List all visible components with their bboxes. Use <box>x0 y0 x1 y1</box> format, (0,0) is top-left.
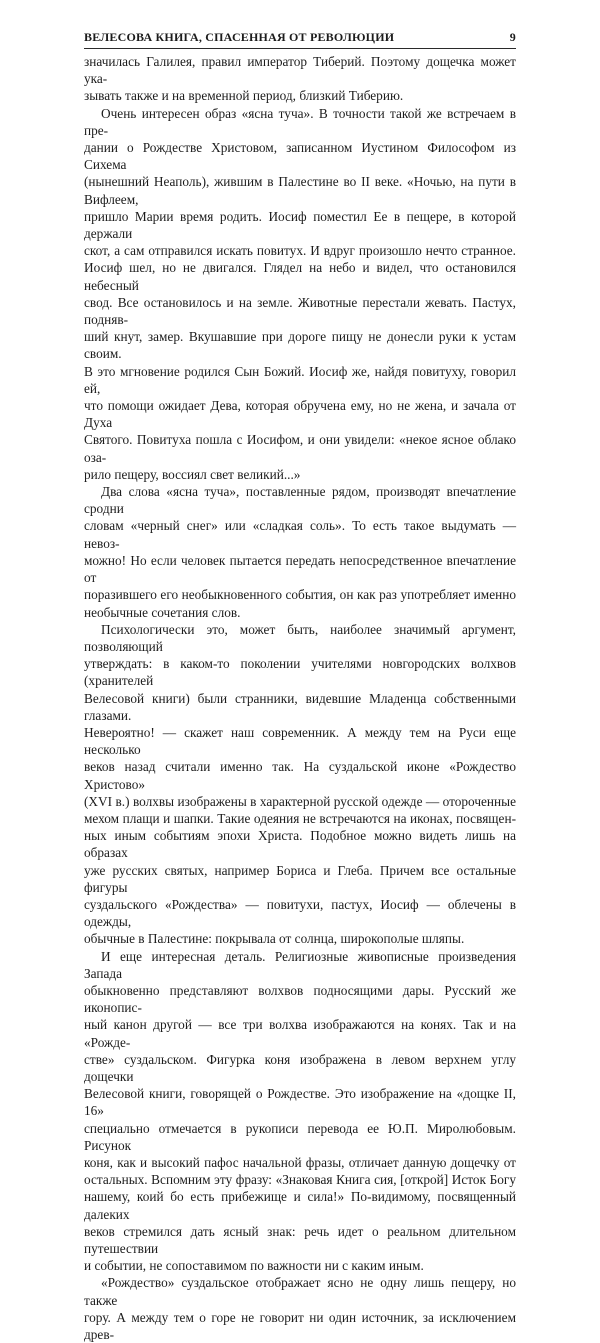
text-line: веков назад считали именно так. На суздальской иконе «Рождество Христово» <box>84 759 516 792</box>
text-line: необычные сочетания слов. <box>84 604 241 620</box>
text-line: (нынешний Неаполь), жившим в Палестине во II веке. «Ночью, на пути в Вифлеем, <box>84 174 516 207</box>
running-header <box>84 30 516 49</box>
text-line: Невероятно! — скажет наш современник. А между тем на Руси еще несколько <box>84 724 516 758</box>
text-line: нашему, коий бо есть прибежище и сила!» По-видимому, посвященный далеких <box>84 1189 516 1222</box>
text-line: дании о Рождестве Христовом, записанном Иустином Философом из Сихема <box>84 140 516 173</box>
text-line: стве» суздальском. Фигурка коня изображена в левом верхнем углу дощечки <box>84 1051 516 1084</box>
text-line: ший кнут, замер. Вкушавшие при дороге пищу не донесли руки к устам своим. <box>84 329 516 362</box>
text-line: свод. Все остановилось и на земле. Животные перестали жевать. Пастух, подняв- <box>84 294 516 328</box>
text-line: Психологически это, может быть, наиболее значимый аргумент, позволяющий <box>84 621 516 654</box>
text-line: гору. А между тем о горе не говорит ни один источник, за исключением древ- <box>84 1309 516 1343</box>
text-line: Святого. Повитуха пошла с Иосифом, и они увидели: «некое ясное облако оза- <box>84 432 516 465</box>
body-text <box>84 53 516 1343</box>
text-line: значилась Галилея, правил император Тиберий. Поэтому дощечка может ука- <box>84 54 516 87</box>
text-line: «Рождество» суздальское отображает ясно не одну лишь пещеру, но также <box>84 1275 516 1308</box>
text-line: уже русских святых, например Бориса и Глеба. Причем все остальные фигуры <box>84 862 516 895</box>
text-line: Два слова «ясна туча», поставленные рядом, производят впечатление сродни <box>84 484 516 517</box>
running-title: ВЕЛЕСОВА КНИГА, СПАСЕННАЯ ОТ РЕВОЛЮЦИИ <box>84 30 395 44</box>
text-line: ных иным событиям эпохи Христа. Подобное можно видеть лишь на образах <box>84 828 516 861</box>
text-line: словам «черный снег» или «сладкая соль». То есть такое выдумать — невоз- <box>84 518 516 551</box>
text-line: В это мгновение родился Сын Божий. Иосиф же, найдя повитуху, говорил ей, <box>84 363 516 396</box>
text-line: (XVI в.) волхвы изображены в характерной русской одежде — отороченные <box>84 793 516 809</box>
text-line: И еще интересная деталь. Религиозные живописные произведения Запада <box>84 948 516 981</box>
text-line: обычные в Палестине: покрывала от солнца, широкополые шляпы. <box>84 931 465 947</box>
text-line: и событии, не сопоставимом по важности ни с каким иным. <box>84 1258 424 1274</box>
text-line: что помощи ожидает Дева, которая обручена ему, но не жена, и зачала от Духа <box>84 398 516 431</box>
text-line: специально отмечается в рукописи перевода ее Ю.П. Миролюбовым. Рисунок <box>84 1120 516 1153</box>
text-line: пришло Марии время родить. Иосиф поместил Ее в пещере, в которой держали <box>84 208 516 242</box>
text-line: суздальского «Рождества» — повитухи, пастух, Иосиф — облечены в одежды, <box>84 896 516 930</box>
text-line: скот, а сам отправился искать повитух. И вдруг произошло нечто странное. <box>84 243 516 259</box>
text-line: утверждать: в каком-то поколении учителями новгородских волхвов (хранителей <box>84 656 516 689</box>
text-line: поразившего его необыкновенного события, он как раз употребляет именно <box>84 587 516 603</box>
text-line: остальных. Вспомним эту фразу: «Знаковая Книга сия, [открой] Исток Богу <box>84 1172 516 1188</box>
text-line: Велесовой книги) были странники, видевшие Младенца собственными глазами. <box>84 690 516 723</box>
page-number: 9 <box>509 30 516 44</box>
text-line: Велесовой книги, говорящей о Рождестве. Это изображение на «дощке II, 16» <box>84 1086 516 1119</box>
text-line: Очень интересен образ «ясна туча». В точности такой же встречаем в пре- <box>84 105 516 138</box>
text-line: зывать также и на временной период, близкий Тиберию. <box>84 88 404 104</box>
text-line: можно! Но если человек пытается передать непосредственное впечатление от <box>84 552 516 586</box>
text-line: рило пещеру, воссиял свет великий...» <box>84 466 301 482</box>
text-line: коня, как и высокий пафос начальной фразы, отличает данную дощечку от <box>84 1155 516 1170</box>
text-line: мехом плащи и шапки. Такие одеяния не встречаются на иконах, посвящен- <box>84 810 516 826</box>
text-line: ный канон другой — все три волхва изображаются на конях. Так и на «Рожде- <box>84 1017 516 1050</box>
text-line: веков стремился дать ясный знак: речь идет о реальном длительном путешествии <box>84 1223 516 1257</box>
text-line: Иосиф шел, но не двигался. Глядел на небо и видел, что остановился небесный <box>84 260 516 293</box>
text-line: обыкновенно представляют волхвов подносящими дары. Русский же иконопис- <box>84 982 516 1016</box>
